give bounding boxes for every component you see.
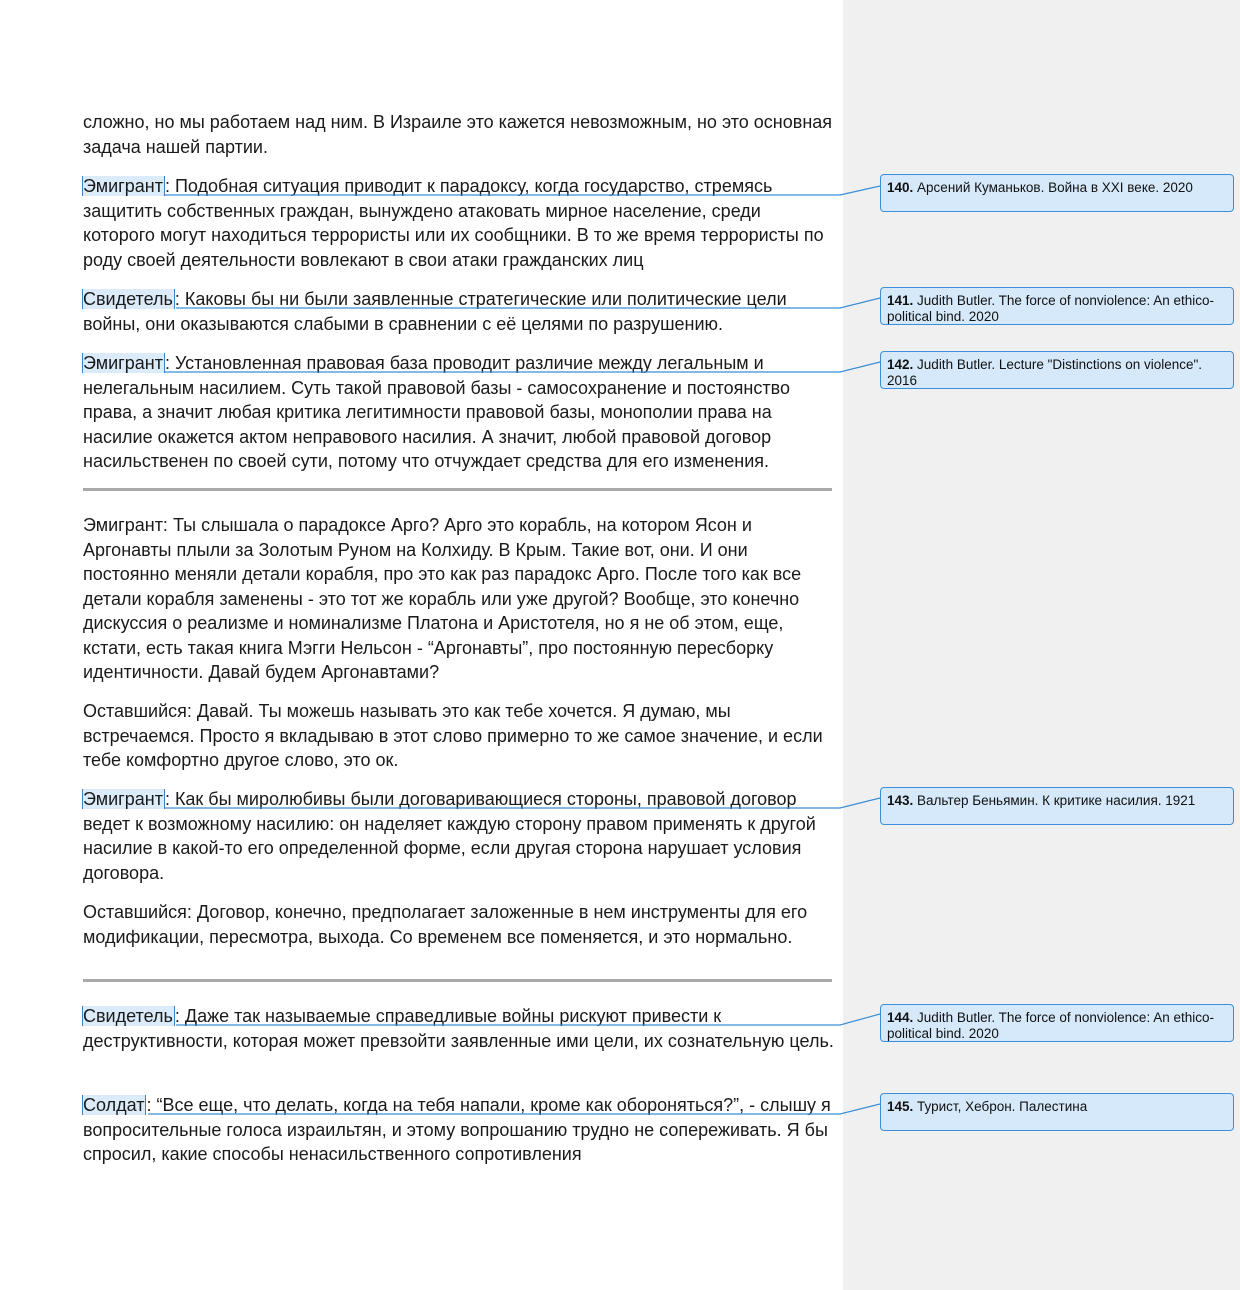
comment-141[interactable]: [880, 287, 1234, 325]
speaker-anchor-142[interactable]: Эмигрант: [83, 353, 163, 373]
section-divider: [83, 488, 832, 491]
comment-text: Вальтер Беньямин. К критике насилия. 1921: [917, 793, 1196, 808]
comment-144[interactable]: [880, 1004, 1234, 1042]
paragraph-5: Эмигрант: Ты слышала о парадоксе Арго? Арго это корабль, на котором Ясон и Аргонавты плыли за Золотым Руном на Колхиду. В Крым. Такие вот, они. И они постоянно меняли детали корабля, про это как раз парадокс Арго. После того как все детали корабля заменены - это тот же корабль или уже другой? Вообще, это конечно дискуссия о реализме и номинализме Платона и Аристотеля, но я не об этом, еще, кстати, есть такая книга Мэгги Нельсон - “Аргонавты”, про постоянную пересборку идентичности. Давай будем Аргонавтами?: [83, 515, 802, 682]
paragraph-2: Эмигрант : Подобная ситуация приводит к парадоксу, когда государство, стремясь защитить собственных граждан, вынуждено атаковать мирное население, среди которого могут находиться террористы или их сообщники. В то же время террористы по роду своей деятельности вовлекают в свои атаки гражданских лиц: [83, 176, 824, 270]
comment-140[interactable]: [880, 174, 1234, 212]
comment-number: 145.: [887, 1099, 914, 1114]
comment-142[interactable]: [880, 351, 1234, 389]
comment-number: 141.: [887, 293, 914, 308]
comment-text: Арсений Куманьков. Война в XXI веке. 2020: [917, 180, 1193, 195]
speaker-anchor-141[interactable]: Свидетель: [83, 289, 173, 309]
section-divider: [83, 979, 832, 982]
speaker-anchor-140[interactable]: Эмигрант: [83, 176, 163, 196]
speaker-anchor-144[interactable]: Свидетель: [83, 1006, 173, 1026]
comment-number: 140.: [887, 180, 914, 195]
comment-text: Judith Butler. Lecture "Distinctions on violence". 2016: [887, 357, 1203, 388]
paragraph-8: Оставшийся: Договор, конечно, предполагает заложенные в нем инструменты для его модификации, пересмотра, выхода. Со временем все поменяется, и это нормально.: [83, 902, 808, 947]
comment-number: 143.: [887, 793, 914, 808]
speaker-anchor-145[interactable]: Солдат: [83, 1095, 145, 1115]
comment-text: Judith Butler. The force of nonviolence: An ethico-political bind. 2020: [887, 293, 1214, 324]
comment-143[interactable]: [880, 787, 1234, 825]
comment-145[interactable]: [880, 1093, 1234, 1131]
paragraph-3: Свидетель : Каковы бы ни были заявленные стратегические или политические цели войны, они оказываются слабыми в сравнении с её целями по разрушению.: [83, 289, 787, 334]
comment-number: 144.: [887, 1010, 914, 1025]
paragraph-4: Эмигрант : Установленная правовая база проводит различие между легальным и нелегальным насилием. Суть такой правовой базы - самосохранение и постоянство права, а значит любая критика легитимности правовой базы, монополии права на насилие окажется актом неправового насилия. А значит, любой правовой договор насильственен по своей сути, потому что отчуждает средства для его изменения.: [83, 353, 790, 471]
comment-number: 142.: [887, 357, 914, 372]
speaker-anchor-143[interactable]: Эмигрант: [83, 789, 163, 809]
comment-text: Judith Butler. The force of nonviolence: An ethico-political bind. 2020: [887, 1010, 1214, 1041]
comment-text: Турист, Хеброн. Палестина: [917, 1099, 1088, 1114]
paragraph-10: Солдат : “Все еще, что делать, когда на тебя напали, кроме как обороняться?”, - слышу я вопросительные голоса израильтян, и этому вопрошанию трудно не сопереживать. Я бы спросил, какие способы ненасильственного сопротивления: [83, 1095, 831, 1164]
paragraph-7: Эмигрант : Как бы миролюбивы были договаривающиеся стороны, правовой договор ведет к возможному насилию: он наделяет каждую сторону правом применять к другой насилие в какой-то его определенной форме, если другая сторона нарушает условия договора.: [83, 789, 816, 883]
paragraph-1: сложно, но мы работаем над ним. В Израиле это кажется невозможным, но это основная задача нашей партии.: [83, 112, 833, 157]
paragraph-6: Оставшийся: Давай. Ты можешь называть это как тебе хочется. Я думаю, мы встречаемся. Просто я вкладываю в этот слово примерно то же самое значение, и если тебе комфортно другое слово, это ок.: [83, 701, 823, 770]
paragraph-9: Свидетель : Даже так называемые справедливые войны рискуют привести к деструктивности, которая может превзойти заявленные ими цели, их сознательную цель.: [83, 1006, 834, 1051]
